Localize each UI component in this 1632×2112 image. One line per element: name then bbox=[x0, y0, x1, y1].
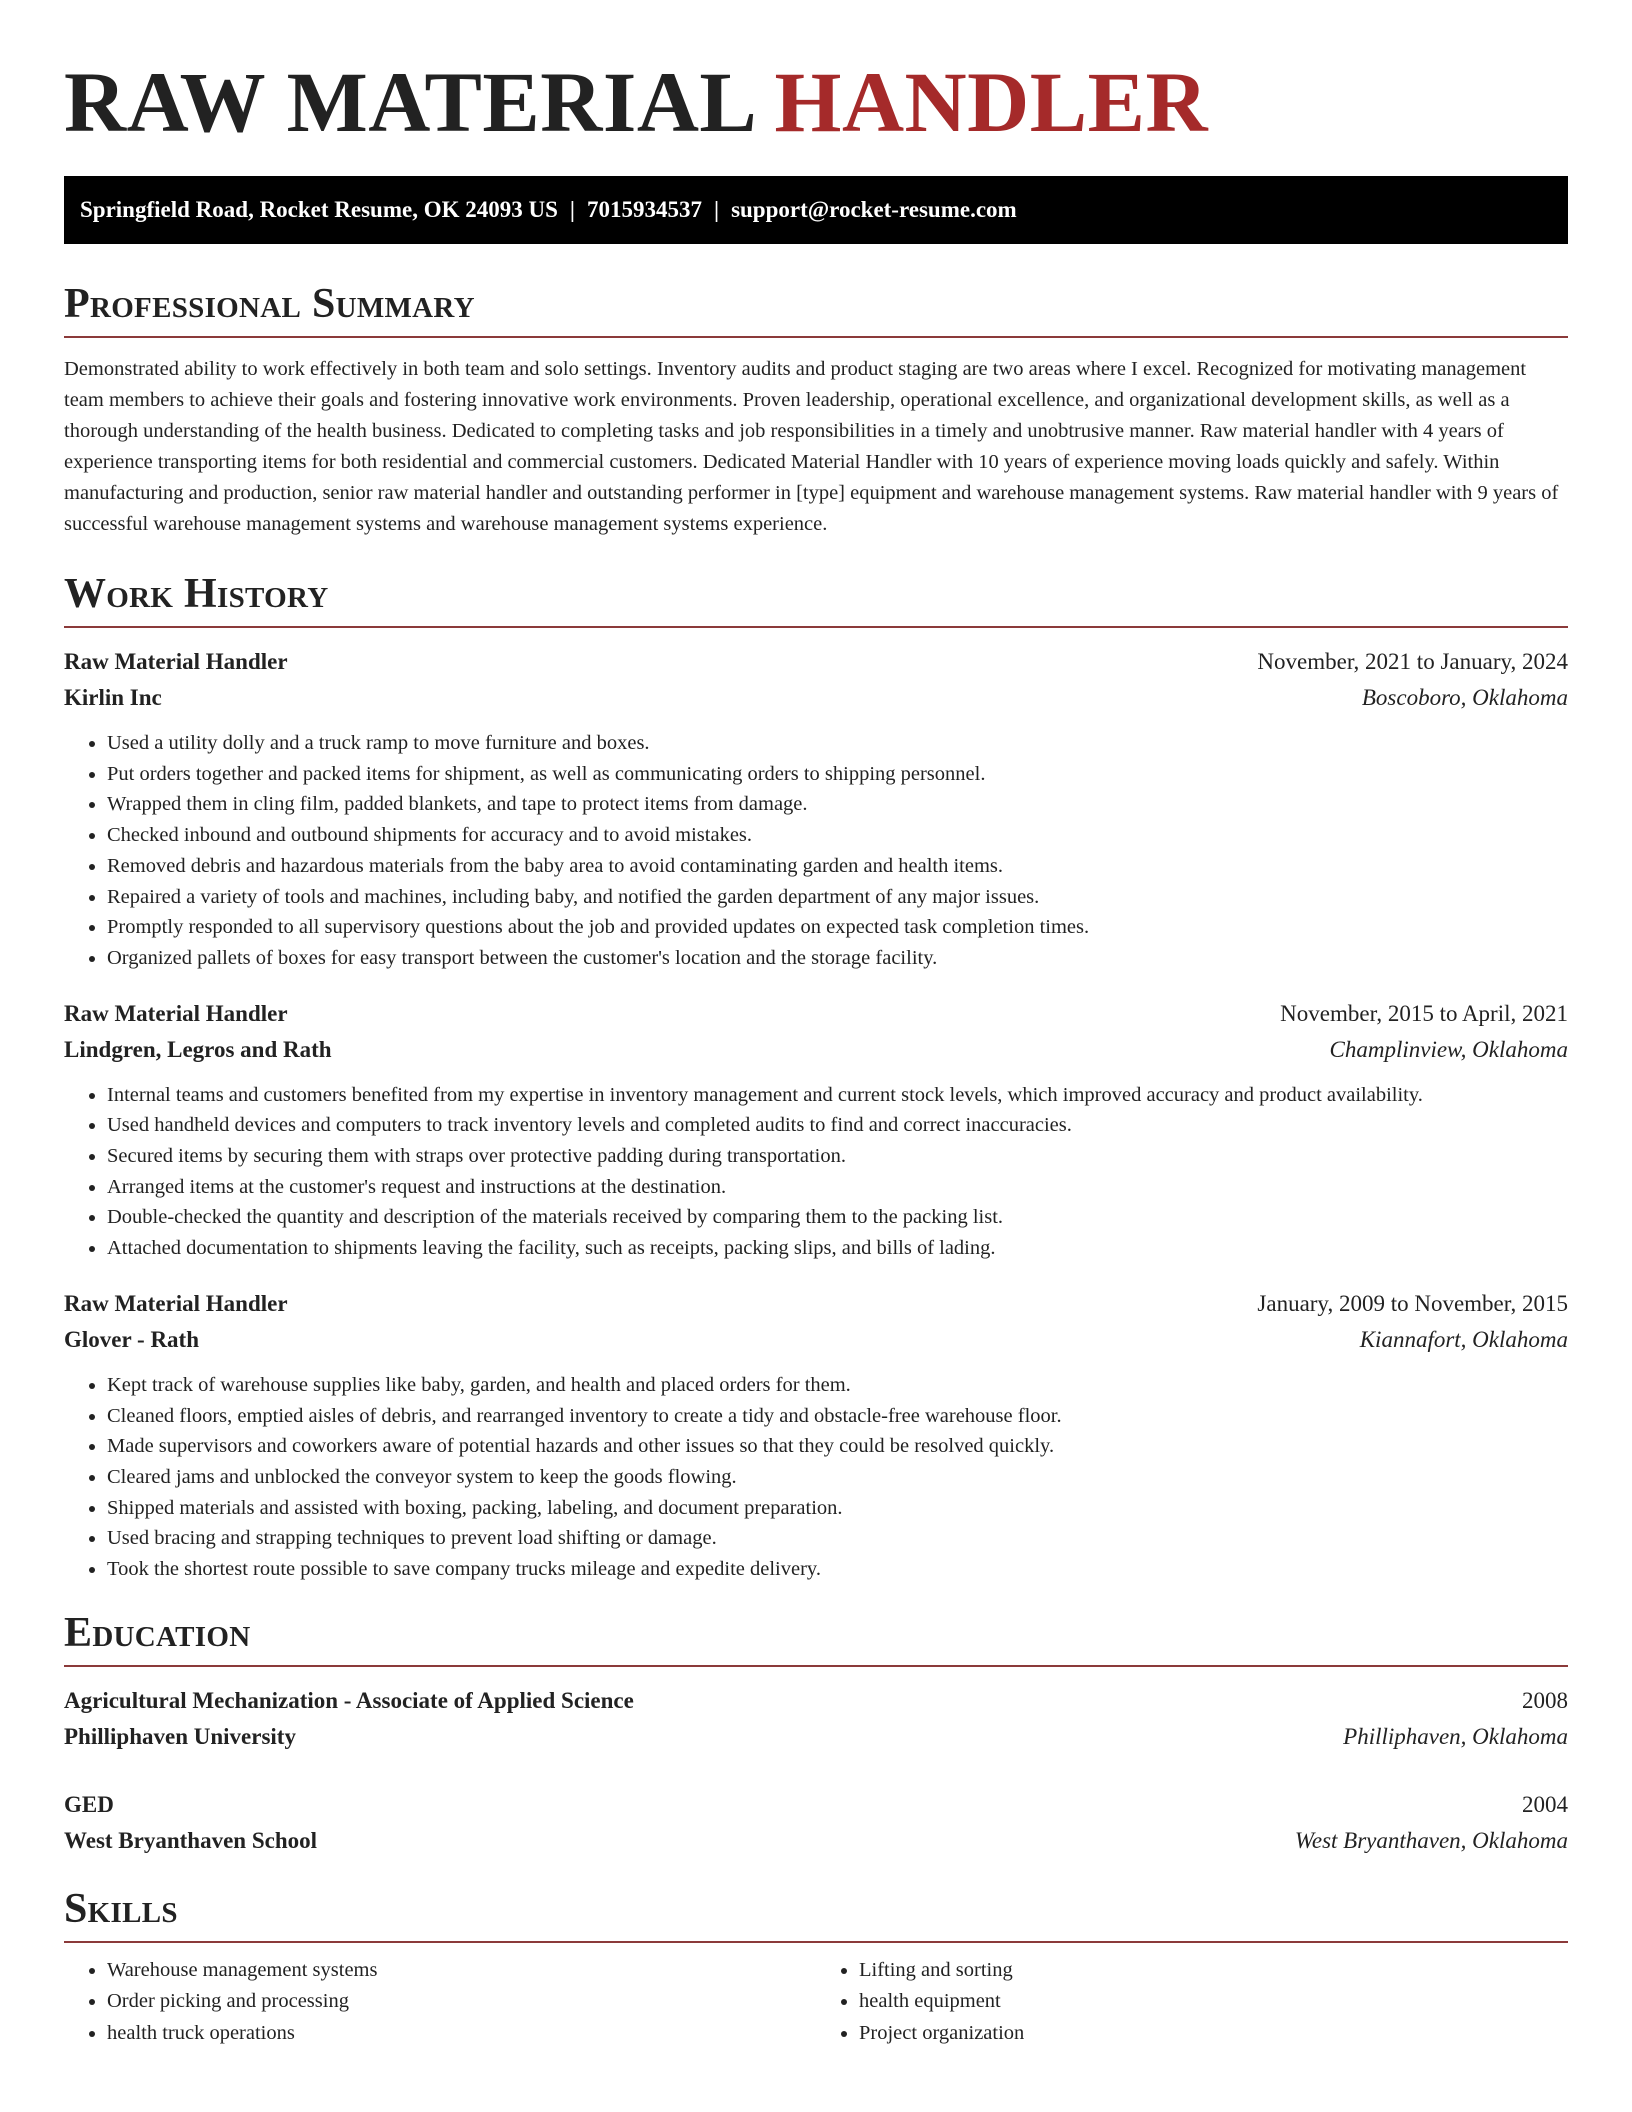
job-location: Boscoboro, Oklahoma bbox=[1361, 685, 1568, 710]
education-school-row bbox=[64, 1719, 1568, 1755]
section-heading-skills: Skills bbox=[64, 1885, 178, 1932]
job-location: Kiannafort, Oklahoma bbox=[1359, 1326, 1568, 1352]
job-entry bbox=[64, 644, 1568, 974]
job-bullet: • Cleaned floors, emptied aisles of debris, and rearranged inventory to create a tidy and obstacle-free warehouse floor. bbox=[107, 1401, 1568, 1432]
job-bullet: • Used bracing and strapping techniques to prevent load shifting or damage. bbox=[107, 1523, 1568, 1554]
job-entry bbox=[64, 1286, 1568, 1585]
job-bullet: • Repaired a variety of tools and machines, including baby, and notified the garden department of any major issues. bbox=[107, 882, 1568, 913]
work-section bbox=[64, 568, 1568, 1585]
job-title-row bbox=[64, 644, 1568, 680]
job-bullet: • Internal teams and customers benefited from my expertise in inventory management and current stock levels, which improved accuracy and product availability. bbox=[107, 1080, 1568, 1111]
contact-separator: | bbox=[713, 197, 720, 222]
resume-title bbox=[64, 0, 1568, 176]
skill-item: • health equipment bbox=[859, 1986, 1568, 2018]
education-entry bbox=[64, 1787, 1568, 1859]
job-bullet: • Attached documentation to shipments leaving the facility, such as receipts, packing slips, and bills of lading. bbox=[107, 1233, 1568, 1264]
job-bullet-list bbox=[64, 1080, 1568, 1264]
job-dates: November, 2021 to January, 2024 bbox=[1257, 649, 1568, 674]
section-heading-work: Work History bbox=[64, 571, 329, 617]
education-degree-row bbox=[64, 1683, 1568, 1719]
job-bullet: • Took the shortest route possible to save company trucks mileage and expedite delivery. bbox=[107, 1554, 1568, 1585]
job-bullet: • Put orders together and packed items for shipment, as well as communicating orders to shipping personnel. bbox=[107, 759, 1568, 790]
job-bullet: • Used handheld devices and computers to track inventory levels and completed audits to find and correct inaccuracies. bbox=[107, 1110, 1568, 1141]
contact-email[interactable]: support@rocket-resume.com bbox=[731, 197, 1017, 222]
job-bullet-list bbox=[64, 1370, 1568, 1585]
job-title: Raw Material Handler bbox=[64, 649, 288, 674]
job-bullet: • Organized pallets of boxes for easy transport between the customer's location and the storage facility. bbox=[107, 943, 1568, 974]
job-company: Kirlin Inc bbox=[64, 685, 162, 710]
job-bullet: • Checked inbound and outbound shipments for accuracy and to avoid mistakes. bbox=[107, 820, 1568, 851]
job-title-row bbox=[64, 996, 1568, 1032]
section-divider bbox=[64, 626, 1568, 628]
job-dates: January, 2009 to November, 2015 bbox=[1257, 1290, 1568, 1316]
section-heading-education: Education bbox=[64, 1609, 251, 1656]
job-bullet-list bbox=[64, 728, 1568, 974]
job-company: Lindgren, Legros and Rath bbox=[64, 1036, 332, 1062]
education-degree: Agricultural Mechanization - Associate of Applied Science bbox=[64, 1687, 634, 1713]
job-company-row bbox=[64, 1322, 1568, 1358]
job-bullet: • Used a utility dolly and a truck ramp to move furniture and boxes. bbox=[107, 728, 1568, 759]
education-location: West Bryanthaven, Oklahoma bbox=[1294, 1827, 1568, 1853]
section-heading-summary: Professional Summary bbox=[64, 281, 475, 327]
title-main: RAW MATERIAL bbox=[64, 54, 753, 150]
job-entry bbox=[64, 996, 1568, 1264]
job-bullet: • Kept track of warehouse supplies like baby, garden, and health and placed orders for them. bbox=[107, 1370, 1568, 1401]
job-bullet: • Arranged items at the customer's request and instructions at the destination. bbox=[107, 1172, 1568, 1203]
contact-phone[interactable]: 7015934537 bbox=[586, 197, 702, 222]
job-bullet: • Promptly responded to all supervisory questions about the job and provided updates on expected task completion times. bbox=[107, 912, 1568, 943]
contact-address: Springfield Road, Rocket Resume, OK 24093 US bbox=[80, 197, 558, 222]
summary-text: Demonstrated ability to work effectively in both team and solo settings. Inventory audits and product staging are two areas where I excel. Recognized for motivating management team members to achieve their goals and fostering innovative work environments. Proven leadership, operational excellence, and organizational development skills, as well as a thorough understanding of the health business. Dedicated to completing tasks and job responsibilities in a timely and unobtrusive manner. Raw material handler with 4 years of experience transporting items for both residential and commercial customers. Dedicated Material Handler with 10 years of experience moving loads quickly and safely. Within manufacturing and production, senior raw material handler and outstanding performer in [type] equipment and warehouse management systems. Raw material handler with 9 years of successful warehouse management systems and warehouse management systems experience. bbox=[64, 358, 1559, 535]
job-title: Raw Material Handler bbox=[64, 1290, 288, 1316]
job-bullet: • Wrapped them in cling film, padded blankets, and tape to protect items from damage. bbox=[107, 789, 1568, 820]
section-divider bbox=[64, 336, 1568, 338]
job-bullet: • Shipped materials and assisted with boxing, packing, labeling, and document preparation. bbox=[107, 1493, 1568, 1524]
education-degree-row bbox=[64, 1787, 1568, 1823]
job-company-row bbox=[64, 680, 1568, 716]
education-section bbox=[64, 1607, 1568, 1859]
job-title: Raw Material Handler bbox=[64, 1000, 288, 1026]
education-year: 2008 bbox=[1522, 1687, 1568, 1713]
contact-bar bbox=[64, 176, 1568, 244]
education-school: Philliphaven University bbox=[64, 1723, 296, 1749]
skill-item: • Warehouse management systems bbox=[107, 1955, 816, 1987]
education-year: 2004 bbox=[1522, 1791, 1568, 1817]
skills-list-left bbox=[64, 1955, 816, 2050]
job-title-row bbox=[64, 1286, 1568, 1322]
education-school: West Bryanthaven School bbox=[64, 1827, 318, 1853]
skills-list-right bbox=[816, 1955, 1568, 2050]
skill-item: • Order picking and processing bbox=[107, 1986, 816, 2018]
job-bullet: • Made supervisors and coworkers aware of potential hazards and other issues so that they could be resolved quickly. bbox=[107, 1431, 1568, 1462]
job-bullet: • Double-checked the quantity and description of the materials received by comparing them to the packing list. bbox=[107, 1202, 1568, 1233]
job-bullet: • Secured items by securing them with straps over protective padding during transportation. bbox=[107, 1141, 1568, 1172]
skill-item: • Lifting and sorting bbox=[859, 1955, 1568, 1987]
title-accent: HANDLER bbox=[774, 54, 1209, 150]
job-company: Glover - Rath bbox=[64, 1326, 200, 1352]
education-entry bbox=[64, 1683, 1568, 1755]
summary-section bbox=[64, 278, 1568, 540]
job-location: Champlinview, Oklahoma bbox=[1329, 1036, 1568, 1062]
education-degree: GED bbox=[64, 1791, 114, 1817]
skills-columns bbox=[64, 1943, 1568, 2050]
skill-item: • Project organization bbox=[859, 2018, 1568, 2050]
section-divider bbox=[64, 1665, 1568, 1667]
job-bullet: • Removed debris and hazardous materials from the baby area to avoid contaminating garden and health items. bbox=[107, 851, 1568, 882]
skills-section bbox=[64, 1883, 1568, 2050]
skill-item: • health truck operations bbox=[107, 2018, 816, 2050]
education-school-row bbox=[64, 1823, 1568, 1859]
education-location: Philliphaven, Oklahoma bbox=[1343, 1723, 1568, 1749]
contact-separator: | bbox=[569, 197, 575, 222]
job-dates: November, 2015 to April, 2021 bbox=[1280, 1000, 1568, 1026]
job-bullet: • Cleared jams and unblocked the conveyor system to keep the goods flowing. bbox=[107, 1462, 1568, 1493]
job-company-row bbox=[64, 1032, 1568, 1068]
